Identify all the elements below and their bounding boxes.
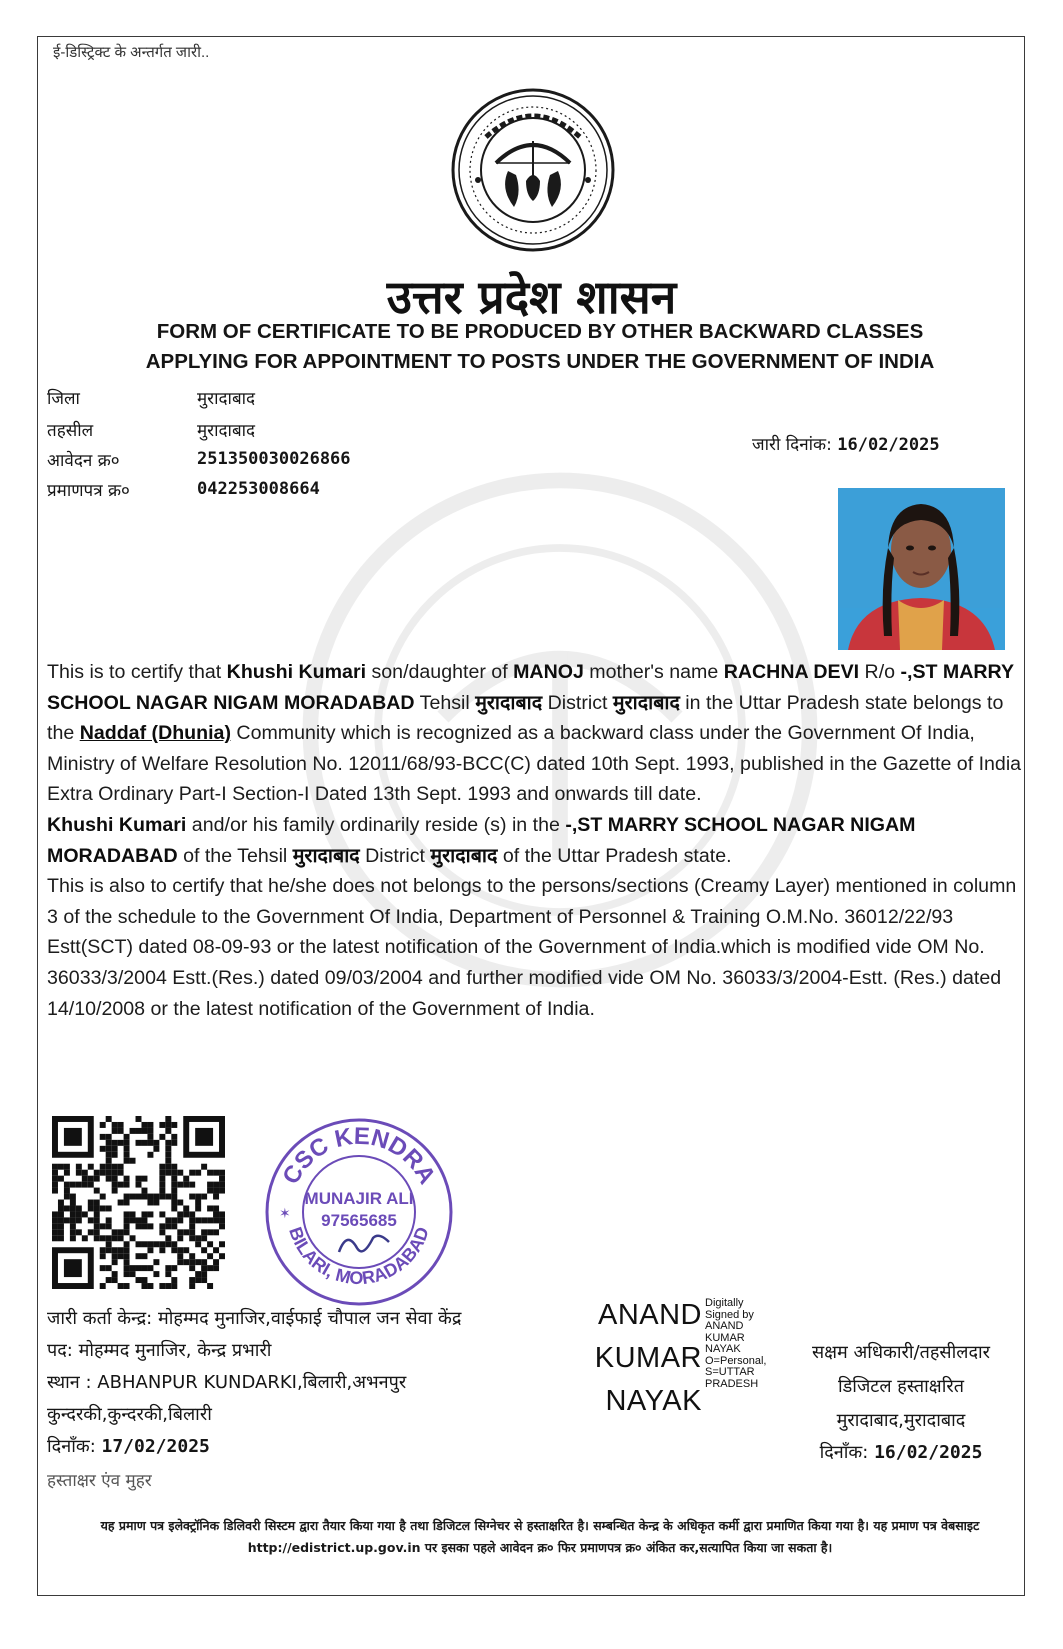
signature-detail: PRADESH bbox=[705, 1377, 759, 1390]
issue-date-value: 16/02/2025 bbox=[837, 435, 940, 455]
signer-name-line-3: NAYAK bbox=[605, 1385, 702, 1417]
officer-digitally-signed: डिजिटल हस्ताक्षरित bbox=[838, 1376, 964, 1397]
body-text-segment: and/or his family ordinarily reside (s) in the bbox=[186, 813, 566, 836]
body-text-segment: Community which is recognized as a backward class under the Government Of India, Ministry of Welfare Resolution No. 12011/68/93-BCC(C) dated 10th Sept. 1993, published in the Gazette of India Extra Ordinary Part-I Section-I Dated 13th Sept. 1993 and onwards till date. bbox=[47, 722, 1022, 806]
mother-name: RACHNA DEVI bbox=[723, 661, 860, 683]
signature-detail: Signed by bbox=[705, 1308, 754, 1321]
issuer-date bbox=[47, 1434, 210, 1458]
form-title-line-2: APPLYING FOR APPOINTMENT TO POSTS UNDER THE GOVERNMENT OF INDIA bbox=[145, 350, 935, 373]
applicant-name: Khushi Kumari bbox=[226, 661, 367, 683]
tehsil-name: मुरादाबाद bbox=[292, 844, 360, 867]
stamp-name: MUNAJIR ALI bbox=[304, 1189, 414, 1208]
issuer-post: पद: मोहम्मद मुनाजिर, केन्द्र प्रभारी bbox=[47, 1340, 272, 1361]
body-paragraph-1 bbox=[47, 657, 1022, 810]
issuer-date-label: दिनाँक: bbox=[47, 1436, 96, 1457]
district-name: मुरादाबाद bbox=[430, 844, 498, 867]
stamp-ring-top: CSC KENDRA bbox=[277, 1122, 441, 1189]
body-text-segment: District bbox=[359, 844, 431, 867]
district-label: जिला bbox=[47, 389, 80, 409]
government-title: उत्तर प्रदेश शासन bbox=[386, 270, 677, 324]
signature-detail: ANAND bbox=[705, 1320, 744, 1332]
issuer-date-value: 17/02/2025 bbox=[101, 1436, 210, 1457]
application-number-value: 251350030026866 bbox=[197, 449, 351, 469]
header-note: ई-डिस्ट्रिक्ट के अन्तर्गत जारी.. bbox=[53, 44, 210, 61]
officer-date-value: 16/02/2025 bbox=[874, 1442, 983, 1463]
competent-officer-block bbox=[782, 1340, 1020, 1464]
body-text-segment: Tehsil bbox=[414, 691, 476, 714]
signature-detail: Digitally bbox=[705, 1297, 744, 1309]
stamp-ring-bottom: BILARI, MORADABAD bbox=[285, 1224, 433, 1289]
body-text-segment: This is to certify that bbox=[47, 661, 227, 683]
certificate-number-label: प्रमाणपत्र क्र० bbox=[47, 481, 130, 501]
issuer-place-line-2: कुन्दरकी,कुन्दरकी,बिलारी bbox=[47, 1404, 212, 1425]
officer-date bbox=[782, 1440, 1020, 1464]
certificate-body bbox=[47, 657, 1022, 1024]
application-number-label: आवेदन क्र० bbox=[47, 451, 120, 471]
digital-signature-name bbox=[582, 1300, 702, 1417]
body-text-segment: of the Tehsil bbox=[177, 844, 293, 867]
officer-place: मुरादाबाद,मुरादाबाद bbox=[836, 1410, 966, 1431]
tehsil-value: मुरादाबाद bbox=[197, 421, 256, 441]
stamp-phone: 97565685 bbox=[321, 1211, 397, 1230]
officer-title: सक्षम अधिकारी/तहसीलदार bbox=[811, 1342, 991, 1363]
footer-verification-note: यह प्रमाण पत्र इलेक्ट्रॉनिक डिलिवरी सिस्टम द्वारा तैयार किया गया है तथा डिजिटल सिग्नेचर से हस्ताक्षरित है। सम्बन्धित केन्द्र के अधिकृत कर्मी द्वारा प्रमाणित किया गया है। यह प्रमाण पत्र वेबसाइट http://edistrict.up.gov.in पर इसका पहले आवेदन क्र० फिर प्रमाणपत्र क्र० अंकित कर,सत्यापित किया जा सकता है। bbox=[100, 1518, 980, 1555]
signature-detail: S=UTTAR bbox=[705, 1366, 755, 1378]
csc-kendra-stamp bbox=[261, 1114, 457, 1310]
signature-seal-label: हस्ताक्षर एंव मुहर bbox=[47, 1471, 152, 1491]
svg-text:BILARI, MORADABAD bbox=[285, 1224, 433, 1288]
verification-qr-code[interactable] bbox=[52, 1116, 225, 1289]
body-text-segment: mother's name bbox=[583, 661, 724, 683]
svg-text:✶: ✶ bbox=[279, 1205, 291, 1221]
body-text-segment: District bbox=[542, 691, 613, 714]
district-name: मुरादाबाद bbox=[612, 691, 680, 714]
issuing-center: जारी कर्ता केन्द्र: मोहम्मद मुनाजिर,वाईफाई चौपाल जन सेवा केंद्र bbox=[47, 1308, 462, 1329]
father-name: MANOJ bbox=[513, 661, 584, 683]
residence-address: -,ST MARRY SCHOOL NAGAR NIGAM MORADABAD bbox=[47, 813, 916, 867]
issuer-place-line-1: स्थान : ABHANPUR KUNDARKI,बिलारी,अभनपुर bbox=[47, 1372, 407, 1393]
community-name: Naddaf (Dhunia) bbox=[79, 722, 231, 745]
body-text-segment: R/o bbox=[859, 661, 901, 683]
signature-detail: KUMAR bbox=[705, 1331, 745, 1344]
residence-address: -,ST MARRY SCHOOL NAGAR NIGAM MORADABAD bbox=[47, 661, 1014, 714]
form-title-line-1: FORM OF CERTIFICATE TO BE PRODUCED BY OTHER BACKWARD CLASSES bbox=[156, 320, 924, 343]
body-paragraph-2 bbox=[47, 810, 1022, 871]
body-text-segment: of the Uttar Pradesh state. bbox=[497, 844, 732, 867]
signer-name-line-1: ANAND bbox=[597, 1299, 702, 1331]
district-value: मुरादाबाद bbox=[197, 389, 256, 409]
up-government-emblem bbox=[448, 85, 618, 255]
tehsil-name: मुरादाबाद bbox=[475, 691, 543, 714]
signature-detail: NAYAK bbox=[705, 1343, 741, 1355]
officer-date-label: दिनाँक: bbox=[819, 1442, 869, 1463]
body-paragraph-3: This is also to certify that he/she does not belongs to the persons/sections (Creamy Layer) mentioned in column 3 of the schedule to the Government Of India, Department of Personnel & Training O.M.No. 36012/22/93 Estt(SCT) dated 08-09-93 or the latest notification of the Government of India.which is modified vide OM No. 36033/3/2004 Estt.(Res.) dated 09/03/2004 and further modified vide OM No. 36033/3/2004-Estt. (Res.) dated 14/10/2008 or the latest notification of the Government of India. bbox=[47, 875, 1017, 1020]
signature-detail: O=Personal, bbox=[705, 1354, 767, 1367]
applicant-name: Khushi Kumari bbox=[47, 813, 187, 836]
applicant-photo bbox=[838, 488, 1005, 650]
issue-date bbox=[752, 432, 940, 455]
issue-date-label: जारी दिनांक: bbox=[752, 435, 832, 455]
body-text-segment: in the Uttar Pradesh state belongs to the bbox=[47, 691, 1004, 745]
tehsil-label: तहसील bbox=[47, 421, 94, 441]
body-text-segment: son/daughter of bbox=[366, 661, 514, 683]
signer-name-line-2: KUMAR bbox=[594, 1342, 702, 1374]
certificate-number-value: 042253008664 bbox=[197, 479, 320, 499]
